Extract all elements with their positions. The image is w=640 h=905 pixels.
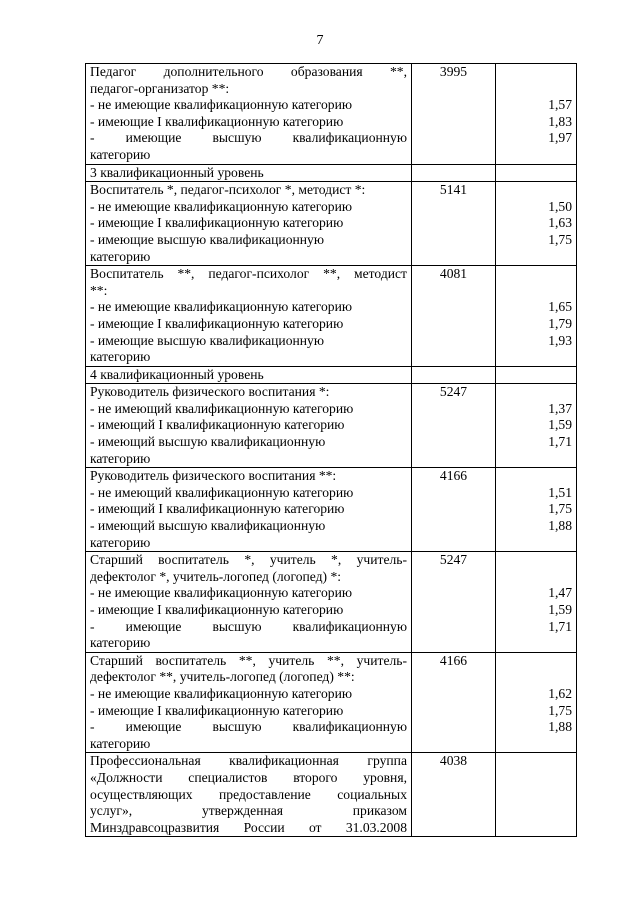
coefficient-cell [496, 468, 577, 552]
description-line: категорию [90, 735, 151, 751]
table-row [86, 384, 577, 468]
description-line: категорию [90, 349, 151, 365]
table-row [86, 552, 577, 653]
coefficient-value: 1,83 [548, 113, 572, 129]
coefficient-value: 1,88 [548, 719, 572, 735]
description-line: Минздравсоцразвития России от 31.03.2008 [90, 819, 407, 835]
description-line: - не имеющие квалификационную категорию [90, 685, 353, 701]
description-line: 4 квалификационный уровень [90, 366, 264, 382]
coefficient-cell [496, 64, 577, 165]
coefficient-cell [496, 552, 577, 653]
description-line: - имеющие I квалификационную категорию [90, 113, 344, 129]
coefficient-value: 1,57 [548, 97, 572, 113]
description-line: дефектолог *, учитель-логопед (логопед) *: [90, 568, 342, 584]
coefficient-value: 1,93 [548, 332, 572, 348]
coefficient-value: 1,79 [548, 315, 572, 331]
description-line: - не имеющий квалификационную категорию [90, 484, 354, 500]
position-description-cell [86, 164, 412, 182]
description-line: 3 квалификационный уровень [90, 164, 264, 180]
description-line: Руководитель физического воспитания **: [90, 468, 337, 484]
description-line: категорию [90, 635, 151, 651]
description-line: - имеющий высшую квалификационную [90, 518, 326, 534]
coefficient-value: 1,50 [548, 198, 572, 214]
base-salary-cell: 5247 [412, 384, 496, 468]
coefficient-value: 1,63 [548, 215, 572, 231]
description-line: Педагог дополнительного образования **, [90, 64, 407, 79]
page-number: 7 [316, 33, 324, 48]
coefficient-cell [496, 164, 577, 182]
description-line: категорию [90, 146, 151, 162]
position-description-cell [86, 384, 412, 468]
description-line: - имеющий I квалификационную категорию [90, 501, 345, 517]
coefficient-cell [496, 366, 577, 384]
description-line: Воспитатель **, педагог-психолог **, методист [90, 266, 407, 282]
coefficient-cell [496, 182, 577, 266]
table-row [86, 266, 577, 367]
table-row [86, 753, 577, 837]
description-line: - имеющие высшую квалификационную [90, 332, 324, 348]
coefficient-value: 1,59 [548, 602, 572, 617]
description-line: Руководитель физического воспитания *: [90, 384, 330, 400]
coefficient-value: 1,62 [548, 685, 572, 701]
base-salary-cell [412, 164, 496, 182]
coefficient-cell [496, 753, 577, 837]
description-line: Воспитатель *, педагог-психолог *, методист *: [90, 182, 366, 198]
description-line: - имеющие I квалификационную категорию [90, 702, 344, 718]
description-line: дефектолог **, учитель-логопед (логопед) **: [90, 669, 355, 685]
coefficient-value: 1,97 [548, 130, 572, 146]
base-salary-cell: 4081 [412, 266, 496, 367]
description-line: - не имеющий квалификационную категорию [90, 400, 354, 416]
description-line: - имеющие высшую квалификационную [90, 618, 407, 634]
description-line: осуществляющих предоставление социальных [90, 786, 407, 802]
table-row [86, 182, 577, 266]
position-description-cell [86, 652, 412, 753]
position-description-cell [86, 753, 412, 837]
description-line: категорию [90, 450, 151, 466]
table-body [86, 64, 577, 837]
position-description-cell [86, 552, 412, 653]
description-line: - не имеющие квалификационную категорию [90, 299, 353, 315]
base-salary-cell [412, 366, 496, 384]
base-salary-cell: 4038 [412, 753, 496, 837]
description-line: - имеющий высшую квалификационную [90, 434, 326, 450]
coefficient-value: 1,75 [548, 702, 572, 718]
description-line: категорию [90, 534, 151, 550]
coefficient-value: 1,47 [548, 585, 572, 601]
description-line: - имеющие I квалификационную категорию [90, 315, 344, 331]
position-description-cell [86, 266, 412, 367]
position-description-cell [86, 468, 412, 552]
description-line: педагог-организатор **: [90, 80, 230, 96]
table-row [86, 64, 577, 165]
coefficient-cell [496, 384, 577, 468]
description-line: Старший воспитатель *, учитель *, учитель- [90, 552, 407, 568]
description-line: услуг», утвержденная приказом [90, 803, 407, 819]
description-line: **: [90, 282, 108, 298]
description-line: «Должности специалистов второго уровня, [90, 769, 407, 785]
base-salary-cell: 3995 [412, 64, 496, 165]
coefficient-value: 1,37 [548, 400, 572, 416]
description-line: Старший воспитатель **, учитель **, учитель- [90, 652, 407, 668]
coefficient-cell [496, 266, 577, 367]
coefficient-value: 1,75 [548, 501, 572, 517]
base-salary-cell: 5141 [412, 182, 496, 266]
position-description-cell [86, 182, 412, 266]
position-description-cell [86, 64, 412, 165]
description-line: - имеющие I квалификационную категорию [90, 215, 344, 231]
description-line: категорию [90, 248, 151, 264]
base-salary-cell: 5247 [412, 552, 496, 653]
coefficient-value: 1,71 [548, 618, 572, 634]
coefficient-value: 1,59 [548, 417, 572, 433]
position-description-cell [86, 366, 412, 384]
coefficient-value: 1,88 [548, 518, 572, 534]
table-row [86, 164, 577, 182]
table-row [86, 366, 577, 384]
coefficient-value: 1,75 [548, 231, 572, 247]
base-salary-cell: 4166 [412, 468, 496, 552]
coefficient-value: 1,51 [548, 484, 572, 500]
table-row [86, 468, 577, 552]
description-line: Профессиональная квалификационная группа [90, 753, 407, 769]
coefficient-value: 1,65 [548, 299, 572, 315]
description-line: - имеющие I квалификационную категорию [90, 602, 344, 617]
description-line: - имеющие высшую квалификационную [90, 231, 324, 247]
coefficient-cell [496, 652, 577, 753]
description-line: - имеющие высшую квалификационную [90, 130, 407, 146]
description-line: - не имеющие квалификационную категорию [90, 198, 353, 214]
description-line: - не имеющие квалификационную категорию [90, 97, 353, 113]
coefficient-value: 1,71 [548, 434, 572, 450]
description-line: - имеющий I квалификационную категорию [90, 417, 345, 433]
description-line: - не имеющие квалификационную категорию [90, 585, 353, 601]
table-row [86, 652, 577, 753]
qualification-table [85, 63, 577, 837]
base-salary-cell: 4166 [412, 652, 496, 753]
description-line: - имеющие высшую квалификационную [90, 719, 407, 735]
